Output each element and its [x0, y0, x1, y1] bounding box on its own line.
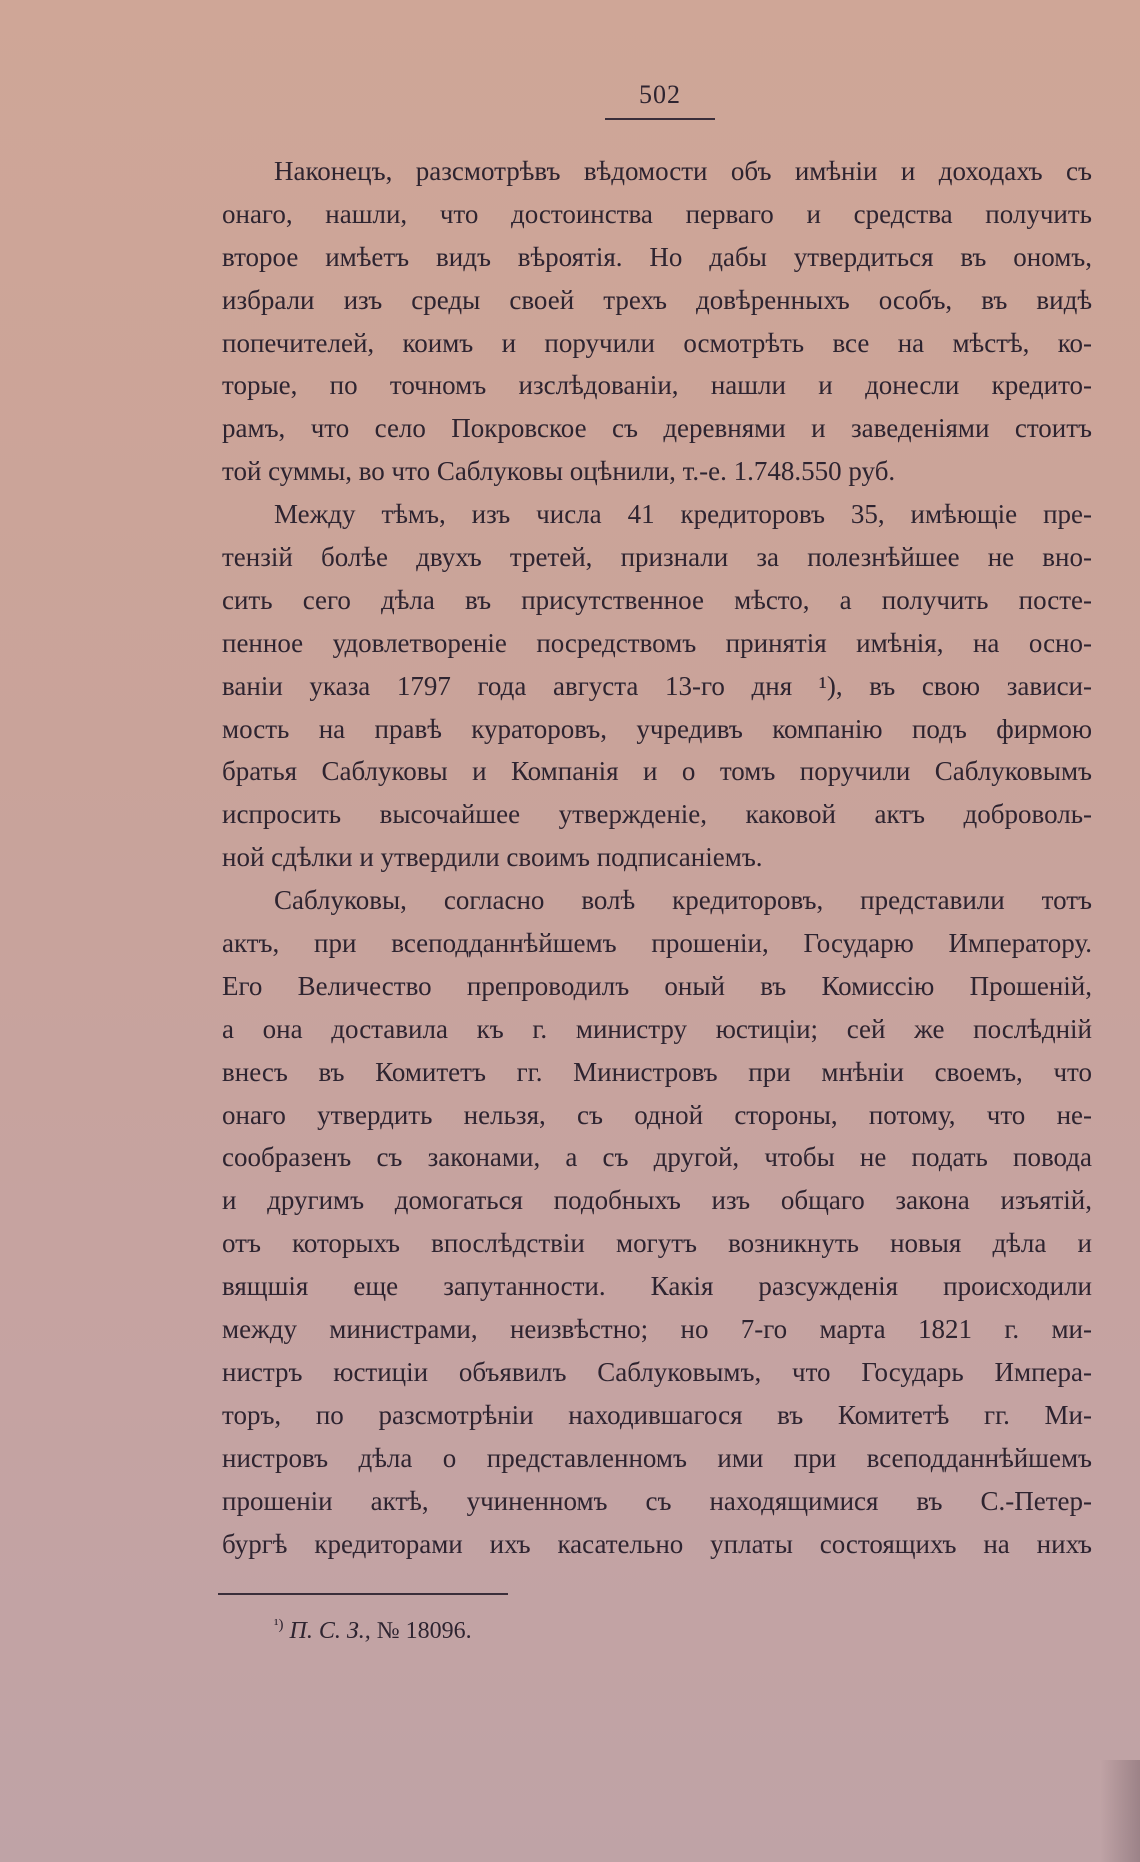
text-line: онаго утвердить нельзя, съ одной стороны, потому, что не- [222, 1099, 1092, 1130]
page-number: 502 [639, 80, 681, 109]
text-line: рамъ, что село Покровское съ деревнями и заведеніями стоитъ [222, 413, 1092, 444]
text-line: торые, по точномъ изслѣдованіи, нашли и донесли кредито- [222, 370, 1092, 401]
text-line: Его Величество препроводилъ оный въ Комиссію Прошеній, [222, 970, 1092, 1001]
text-line: братья Саблуковы и Компанія и о томъ поручили Саблуковымъ [222, 756, 1092, 787]
text-line: а она доставила къ г. министру юстиціи; сей же послѣдній [222, 1013, 1092, 1044]
footnote-source: П. С. З., [289, 1618, 371, 1644]
text-line: попечителей, коимъ и поручили осмотрѣть все на мѣстѣ, ко- [222, 327, 1092, 358]
footnote [274, 1617, 472, 1645]
page-edge-shadow [1100, 1760, 1140, 1862]
footnote-marker: ¹) [274, 1617, 284, 1633]
text-line: между министрами, неизвѣстно; но 7-го марта 1821 г. ми- [222, 1314, 1092, 1345]
text-line: бургѣ кредиторами ихъ касательно уплаты состоящихъ на нихъ [222, 1528, 1092, 1559]
text-line: той суммы, во что Саблуковы оцѣнили, т.-е. 1.748.550 руб. [222, 456, 896, 487]
text-line: избрали изъ среды своей трехъ довѣренныхъ особъ, въ видѣ [222, 284, 1092, 315]
text-line: Саблуковы, согласно волѣ кредиторовъ, представили тотъ [274, 885, 1092, 916]
text-line: мость на правѣ кураторовъ, учредивъ компанію подъ фирмою [222, 713, 1092, 744]
text-line: вящшія еще запутанности. Какія разсужденія происходили [222, 1271, 1092, 1302]
text-line: внесъ въ Комитетъ гг. Министровъ при мнѣніи своемъ, что [222, 1056, 1092, 1087]
text-line: прошеніи актѣ, учиненномъ съ находящимися въ С.-Петер- [222, 1485, 1092, 1516]
text-line: Между тѣмъ, изъ числа 41 кредиторовъ 35, имѣющіе пре- [274, 499, 1092, 530]
text-line: отъ которыхъ впослѣдствіи могутъ возникнуть новыя дѣла и [222, 1228, 1092, 1259]
text-line: нистровъ дѣла о представленномъ ими при всеподданнѣйшемъ [222, 1442, 1092, 1473]
page-number-underline [605, 118, 715, 120]
text-line: тензій болѣе двухъ третей, признали за полезнѣйшее не вно- [222, 542, 1092, 573]
footnote-divider [218, 1593, 508, 1595]
text-line: торъ, по разсмотрѣніи находившагося въ Комитетѣ гг. Ми- [222, 1399, 1092, 1430]
body-text [222, 150, 1092, 1565]
text-line: нистръ юстиціи объявилъ Саблуковымъ, что Государь Импера- [222, 1356, 1092, 1387]
text-line: сообразенъ съ законами, а съ другой, чтобы не подать повода [222, 1142, 1092, 1173]
text-line: сить сего дѣла въ присутственное мѣсто, а получить посте- [222, 584, 1092, 615]
text-line: и другимъ домогаться подобныхъ изъ общаго закона изъятій, [222, 1185, 1092, 1216]
text-line: ной сдѣлки и утвердили своимъ подписаніемъ. [222, 842, 763, 873]
footnote-number: № 18096. [376, 1618, 472, 1644]
text-line: актъ, при всеподданнѣйшемъ прошеніи, Государю Императору. [222, 928, 1092, 959]
text-line: онаго, нашли, что достоинства перваго и средства получить [222, 198, 1092, 229]
text-line: испросить высочайшее утвержденіе, каковой актъ доброволь- [222, 799, 1092, 830]
text-line: пенное удовлетвореніе посредствомъ принятія имѣнія, на осно- [222, 627, 1092, 658]
text-line: ваніи указа 1797 года августа 13-го дня ¹), въ свою зависи- [222, 670, 1092, 701]
text-line: второе имѣетъ видъ вѣроятія. Но дабы утвердиться въ ономъ, [222, 241, 1092, 272]
text-line: Наконецъ, разсмотрѣвъ вѣдомости объ имѣніи и доходахъ съ [274, 156, 1092, 186]
